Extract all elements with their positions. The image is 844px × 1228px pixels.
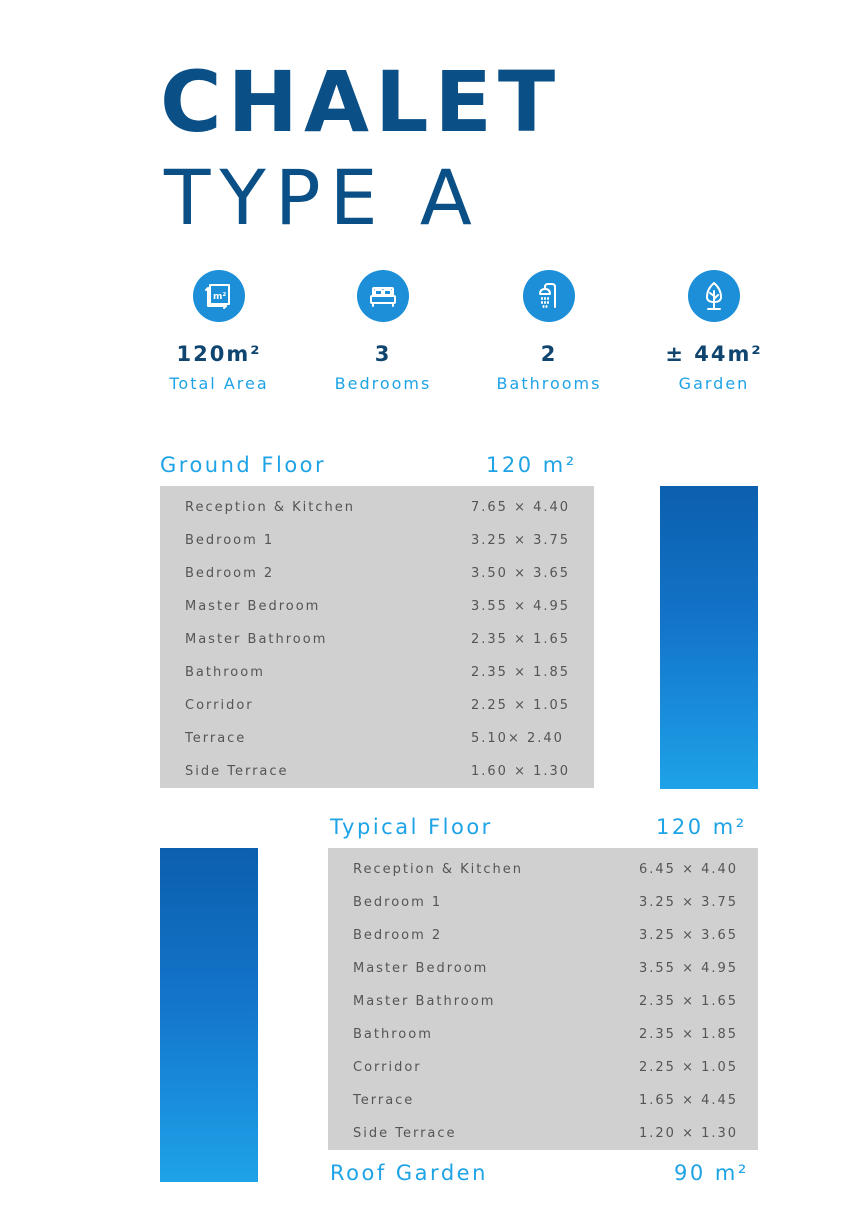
room-name: Reception & Kitchen [353,862,524,877]
table-row [328,951,758,984]
room-dims: 2.25 × 1.05 [471,698,571,713]
roof-garden-title: Roof Garden [330,1161,488,1185]
room-name: Bedroom 2 [353,928,443,943]
stat-label: Total Area [169,374,269,393]
stat-value: 3 [374,342,392,366]
room-dims: 2.35 × 1.85 [471,665,571,680]
room-dims: 2.35 × 1.85 [639,1027,739,1042]
table-row [328,984,758,1017]
stat-value: ± 44m² [665,342,763,366]
stat-bedrooms [308,270,458,393]
room-dims: 2.35 × 1.65 [639,994,739,1009]
room-name: Master Bedroom [353,961,489,976]
typical-floor-accent-bar [160,848,258,1182]
room-dims: 7.65 × 4.40 [471,500,571,515]
room-name: Reception & Kitchen [185,500,356,515]
room-name: Bathroom [353,1027,433,1042]
tree-icon [688,270,740,322]
table-row [328,1050,758,1083]
stat-total-area [144,270,294,393]
typical-floor-area: 120 m² [656,815,747,839]
table-row [160,622,594,655]
room-name: Corridor [353,1060,422,1075]
table-row [160,490,594,523]
room-dims: 3.50 × 3.65 [471,566,571,581]
table-row [160,688,594,721]
roof-garden-area: 90 m² [674,1161,749,1185]
room-dims: 1.20 × 1.30 [639,1126,739,1141]
stat-label: Garden [678,374,750,393]
room-name: Bedroom 1 [353,895,443,910]
typical-floor-table [328,848,758,1150]
room-name: Corridor [185,698,254,713]
room-name: Terrace [185,731,247,746]
table-row [160,556,594,589]
room-dims: 1.60 × 1.30 [471,764,571,779]
table-row [160,721,594,754]
ground-floor-title: Ground Floor [160,453,327,477]
room-dims: 3.25 × 3.75 [639,895,739,910]
table-row [328,885,758,918]
stat-garden [639,270,789,393]
room-name: Side Terrace [353,1126,457,1141]
table-row [328,918,758,951]
room-name: Terrace [353,1093,415,1108]
room-dims: 1.65 × 4.45 [639,1093,739,1108]
room-name: Master Bathroom [353,994,496,1009]
room-dims: 3.25 × 3.75 [471,533,571,548]
area-icon [193,270,245,322]
room-name: Bedroom 2 [185,566,275,581]
room-dims: 3.55 × 4.95 [471,599,571,614]
table-row [160,589,594,622]
table-row [328,1116,758,1149]
ground-floor-accent-bar [660,486,758,789]
table-row [160,523,594,556]
room-name: Master Bathroom [185,632,328,647]
stat-value: 2 [540,342,558,366]
table-row [328,1083,758,1116]
table-row [328,1017,758,1050]
room-name: Bedroom 1 [185,533,275,548]
room-dims: 3.25 × 3.65 [639,928,739,943]
stat-label: Bedrooms [334,374,432,393]
stat-bathrooms [474,270,624,393]
room-name: Side Terrace [185,764,289,779]
room-dims: 5.10× 2.40 [471,731,564,746]
room-dims: 3.55 × 4.95 [639,961,739,976]
table-row [328,852,758,885]
table-row [160,655,594,688]
bed-icon [357,270,409,322]
room-dims: 6.45 × 4.40 [639,862,739,877]
stat-value: 120m² [176,342,262,366]
room-dims: 2.25 × 1.05 [639,1060,739,1075]
title-line-1: CHALET [160,53,562,151]
room-name: Master Bedroom [185,599,321,614]
shower-icon [523,270,575,322]
typical-floor-title: Typical Floor [330,815,493,839]
room-dims: 2.35 × 1.65 [471,632,571,647]
svg-text:m²: m² [213,292,227,302]
ground-floor-area: 120 m² [486,453,577,477]
stat-label: Bathrooms [496,374,602,393]
room-name: Bathroom [185,665,265,680]
title-line-2: TYPE A [164,153,481,242]
table-row [160,754,594,787]
ground-floor-table [160,486,594,788]
